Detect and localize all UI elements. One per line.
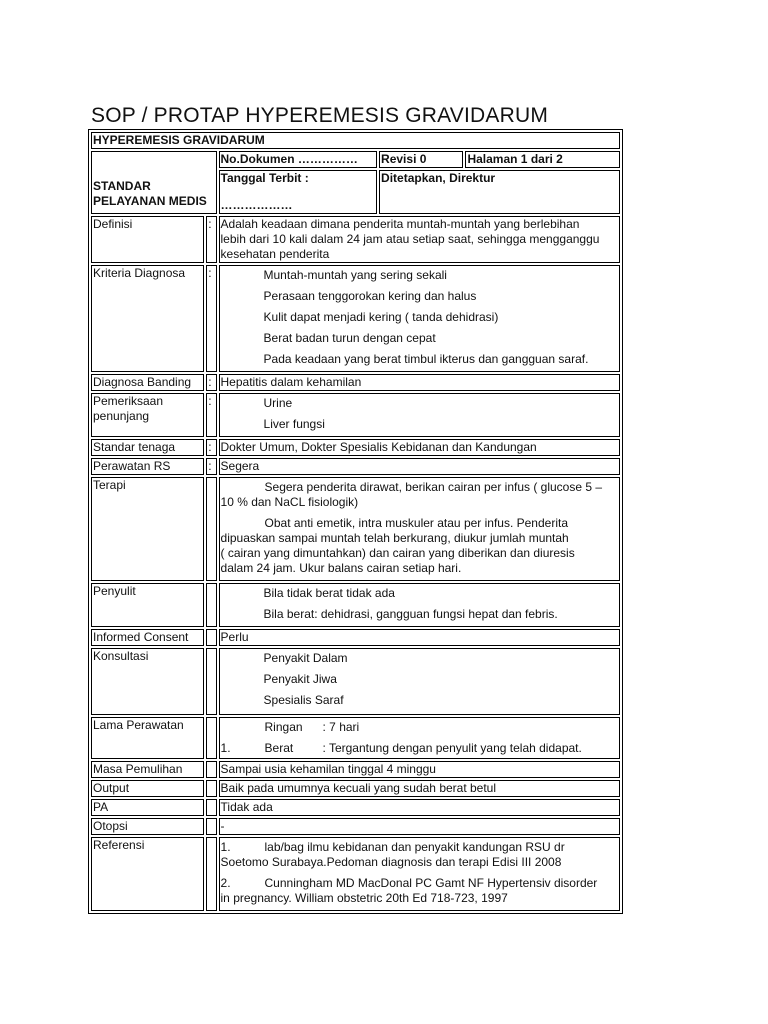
- row-konsultasi: [91, 648, 620, 715]
- list-item: Perasaan tenggorokan kering dan halus: [263, 289, 477, 303]
- row-terapi: [91, 477, 620, 581]
- list-item: Berat badan turun dengan cepat: [263, 331, 436, 345]
- label-pa: PA: [91, 799, 204, 816]
- header-title: HYPEREMESIS GRAVIDARUM: [91, 132, 620, 149]
- list-item: Urine: [263, 396, 293, 410]
- row-diagnosa-banding: [91, 374, 620, 391]
- halaman: Halaman 1 dari 2: [465, 151, 620, 168]
- value-terapi: Segera penderita dirawat, berikan cairan per infus ( glucose 5 – 10 % dan NaCL fisiologik) Obat anti emetik, intra muskuler atau per infus. Penderita dipuaskan sampai muntah telah berkurang, diukur jumlah muntah ( cairan yang dimuntahkan) dan cairan yang diberikan dan diuresis dalam 24 jam. Ukur balans cairan setiap hari.: [219, 477, 620, 581]
- row-penyulit: [91, 583, 620, 627]
- label-informed-consent: Informed Consent: [91, 629, 204, 646]
- label-perawatan-rs: Perawatan RS: [91, 458, 204, 475]
- colon: :: [206, 374, 216, 391]
- label-konsultasi: Konsultasi: [91, 648, 204, 715]
- row-pa: [91, 799, 620, 816]
- label-referensi: Referensi: [91, 837, 204, 911]
- list-item: Pada keadaan yang berat timbul ikterus dan gangguan saraf.: [263, 352, 589, 366]
- value-pemeriksaan-penunjang: [219, 393, 620, 437]
- row-masa-pemulihan: [91, 761, 620, 778]
- colon: :: [206, 393, 216, 437]
- label-pemeriksaan-penunjang: Pemeriksaan penunjang: [91, 393, 204, 437]
- sop-document: [88, 129, 623, 914]
- sop-table: [88, 129, 623, 914]
- row-otopsi: [91, 818, 620, 835]
- list-item: Kulit dapat menjadi kering ( tanda dehidrasi): [263, 310, 499, 324]
- row-informed-consent: [91, 629, 620, 646]
- label-otopsi: Otopsi: [91, 818, 204, 835]
- row-standar-tenaga: [91, 439, 620, 456]
- page-title: SOP / PROTAP HYPEREMESIS GRAVIDARUM: [91, 104, 549, 127]
- pelayanan-medis-label: PELAYANAN MEDIS: [93, 194, 207, 208]
- label-standar-tenaga: Standar tenaga: [91, 439, 204, 456]
- no-dokumen: No.Dokumen ……………: [219, 151, 378, 168]
- row-output: [91, 780, 620, 797]
- value-definisi: Adalah keadaan dimana penderita muntah-muntah yang berlebihan lebih dari 10 kali dalam 24 jam atau setiap saat, sehingga mengganggu kesehatan penderita: [219, 216, 620, 263]
- value-referensi: 1. lab/bag ilmu kebidanan dan penyakit kandungan RSU dr Soetomo Surabaya.Pedoman diagnosis dan terapi Edisi III 2008 2. Cunningham MD MacDonal PC Gamt NF Hypertensiv disorder in pregnancy. William obstetric 20th Ed 718-723, 1997: [219, 837, 620, 911]
- label-output: Output: [91, 780, 204, 797]
- ditetapkan-direktur: Ditetapkan, Direktur: [379, 170, 620, 214]
- label-masa-pemulihan: Masa Pemulihan: [91, 761, 204, 778]
- row-referensi: [91, 837, 620, 911]
- list-item: Spesialis Saraf: [263, 693, 344, 707]
- value-perawatan-rs: Segera: [219, 458, 620, 475]
- colon: :: [206, 216, 216, 263]
- value-otopsi: -: [219, 818, 620, 835]
- revisi: Revisi 0: [379, 151, 463, 168]
- list-item: Bila berat: dehidrasi, gangguan fungsi hepat dan febris.: [263, 607, 558, 621]
- standar-label: STANDAR: [93, 179, 151, 193]
- colon: :: [206, 265, 216, 372]
- value-output: Baik pada umumnya kecuali yang sudah berat betul: [219, 780, 620, 797]
- row-kriteria-diagnosa: [91, 265, 620, 372]
- label-definisi: Definisi: [91, 216, 204, 263]
- label-diagnosa-banding: Diagnosa Banding: [91, 374, 204, 391]
- tanggal-dots: ………………: [220, 198, 293, 212]
- row-definisi: [91, 216, 620, 263]
- value-pa: Tidak ada: [219, 799, 620, 816]
- value-diagnosa-banding: Hepatitis dalam kehamilan: [219, 374, 620, 391]
- value-lama-perawatan: Ringan : 7 hari 1. Berat : Tergantung dengan penyulit yang telah didapat.: [219, 717, 620, 759]
- value-kriteria-diagnosa: [219, 265, 620, 372]
- list-item: Bila tidak berat tidak ada: [263, 586, 395, 600]
- value-standar-tenaga: Dokter Umum, Dokter Spesialis Kebidanan dan Kandungan: [219, 439, 620, 456]
- row-pemeriksaan-penunjang: [91, 393, 620, 437]
- standar-pelayanan-medis: [91, 151, 217, 214]
- value-konsultasi: [219, 648, 620, 715]
- list-item: Penyakit Dalam: [263, 651, 348, 665]
- row-perawatan-rs: [91, 458, 620, 475]
- label-kriteria-diagnosa: Kriteria Diagnosa: [91, 265, 204, 372]
- label-lama-perawatan: Lama Perawatan: [91, 717, 204, 759]
- label-terapi: Terapi: [91, 477, 204, 581]
- colon: :: [206, 458, 216, 475]
- list-item: Penyakit Jiwa: [263, 672, 337, 686]
- label-penyulit: Penyulit: [91, 583, 204, 627]
- value-penyulit: [219, 583, 620, 627]
- value-informed-consent: Perlu: [219, 629, 620, 646]
- value-masa-pemulihan: Sampai usia kehamilan tinggal 4 minggu: [219, 761, 620, 778]
- list-item: Muntah-muntah yang sering sekali: [263, 268, 447, 282]
- list-item: Liver fungsi: [263, 417, 325, 431]
- tanggal-terbit: Tanggal Terbit : ………………: [219, 170, 378, 214]
- row-lama-perawatan: [91, 717, 620, 759]
- colon: :: [206, 439, 216, 456]
